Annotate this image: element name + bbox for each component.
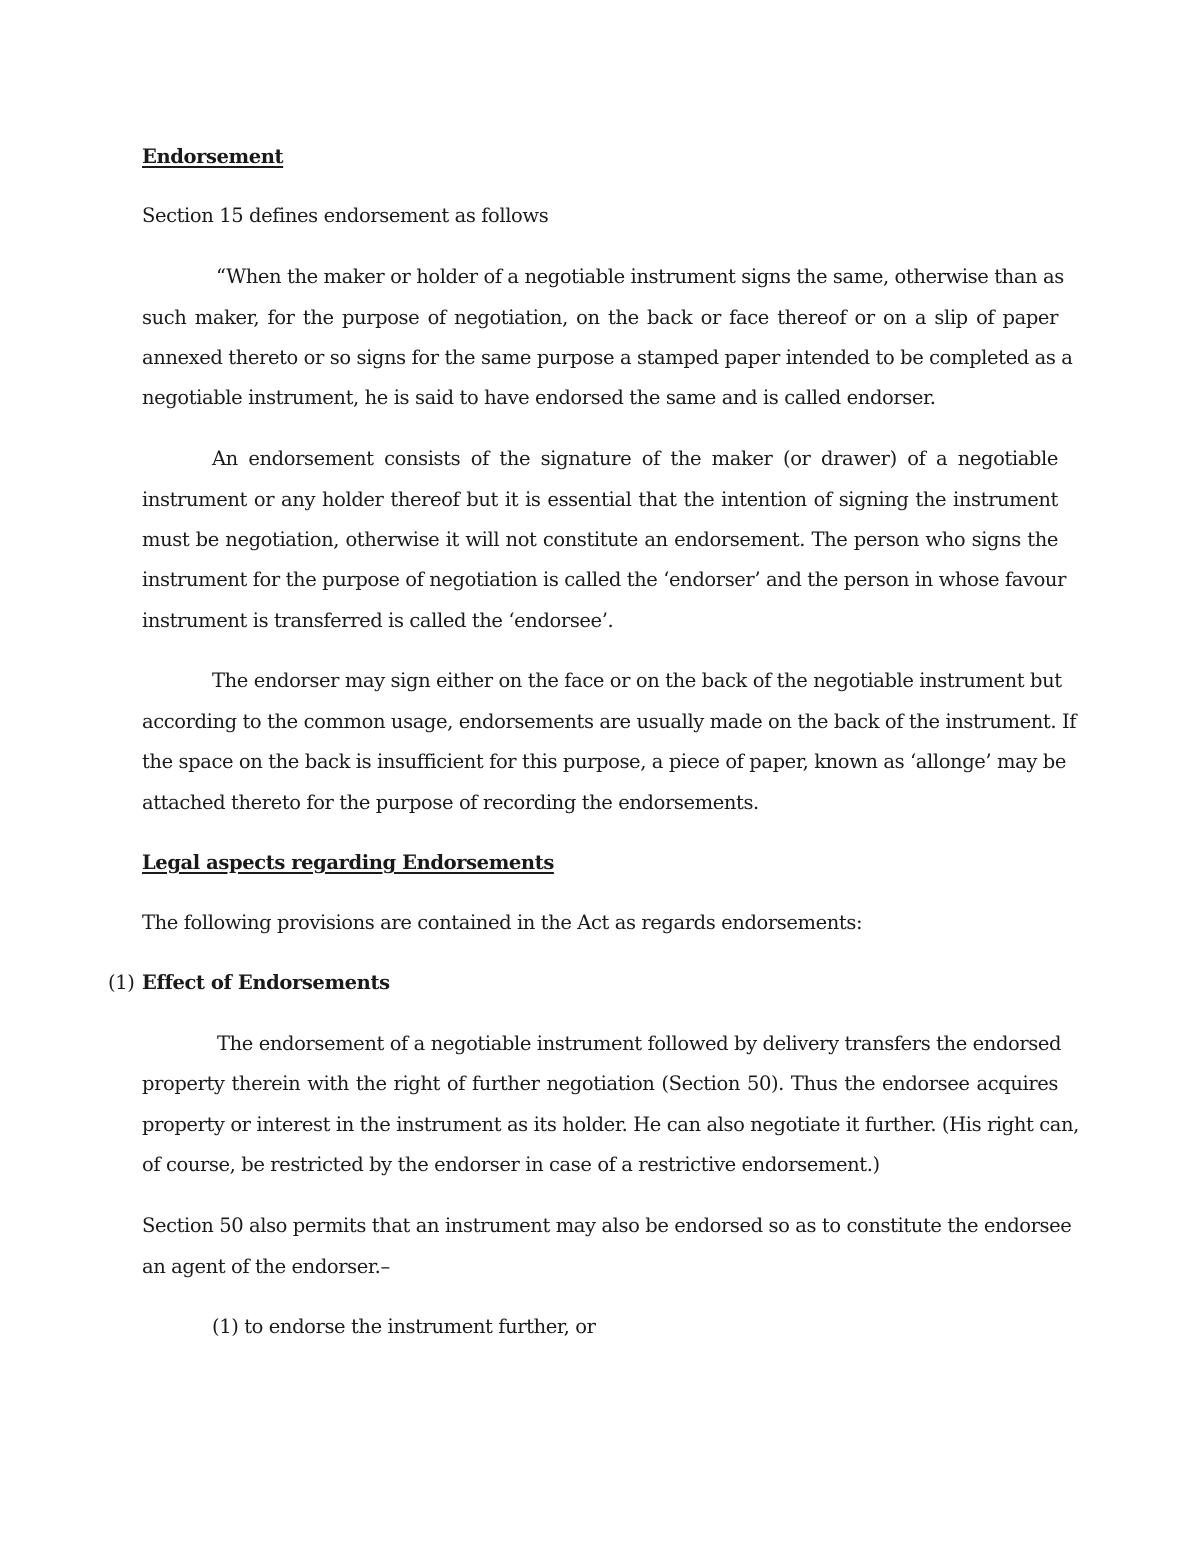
paragraph-line: instrument for the purpose of negotiation is called the ‘endorser’ and the person in whose favour [142, 568, 1067, 591]
paragraph-line: Section 50 also permits that an instrument may also be endorsed so as to constitute the endorsee [142, 1214, 1072, 1237]
item-title: Effect of Endorsements [142, 971, 390, 994]
quote-line: “When the maker or holder of a negotiable instrument signs the same, otherwise than as [216, 265, 1064, 288]
paragraph-line: must be negotiation, otherwise it will not constitute an endorsement. The person who signs the [142, 528, 1058, 551]
provisions-intro: The following provisions are contained in the Act as regards endorsements: [142, 911, 863, 934]
legal-aspects-heading: Legal aspects regarding Endorsements [142, 851, 554, 874]
quote-line: annexed thereto or so signs for the same purpose a stamped paper intended to be completed as a [142, 346, 1073, 369]
paragraph-line: according to the common usage, endorsements are usually made on the back of the instrument. If [142, 710, 1077, 733]
section-15-intro: Section 15 defines endorsement as follows [142, 204, 549, 227]
paragraph-line: instrument or any holder thereof but it is essential that the intention of signing the instrument [142, 488, 1058, 511]
paragraph-line: an agent of the endorser.– [142, 1255, 390, 1278]
paragraph-line: attached thereto for the purpose of recording the endorsements. [142, 791, 759, 814]
paragraph-line: property or interest in the instrument as its holder. He can also negotiate it further. (His right can, [142, 1113, 1079, 1136]
quote-line: such maker, for the purpose of negotiation, on the back or face thereof or on a slip of paper [142, 306, 1058, 329]
quote-line: negotiable instrument, he is said to have endorsed the same and is called endorser. [142, 386, 936, 409]
page-title: Endorsement [142, 145, 284, 168]
item-number: (1) [108, 971, 135, 994]
paragraph-line: the space on the back is insufficient for this purpose, a piece of paper, known as ‘allonge’ may be [142, 750, 1066, 773]
paragraph-line: of course, be restricted by the endorser in case of a restrictive endorsement.) [142, 1153, 880, 1176]
paragraph-line: The endorser may sign either on the face or on the back of the negotiable instrument but [212, 669, 1062, 692]
sub-list-item: (1) to endorse the instrument further, or [212, 1315, 596, 1338]
paragraph-line: The endorsement of a negotiable instrument followed by delivery transfers the endorsed [217, 1032, 1062, 1055]
paragraph-line: An endorsement consists of the signature of the maker (or drawer) of a negotiable [212, 447, 1058, 470]
paragraph-line: property therein with the right of further negotiation (Section 50). Thus the endorsee acquires [142, 1072, 1058, 1095]
paragraph-line: instrument is transferred is called the ‘endorsee’. [142, 609, 614, 632]
